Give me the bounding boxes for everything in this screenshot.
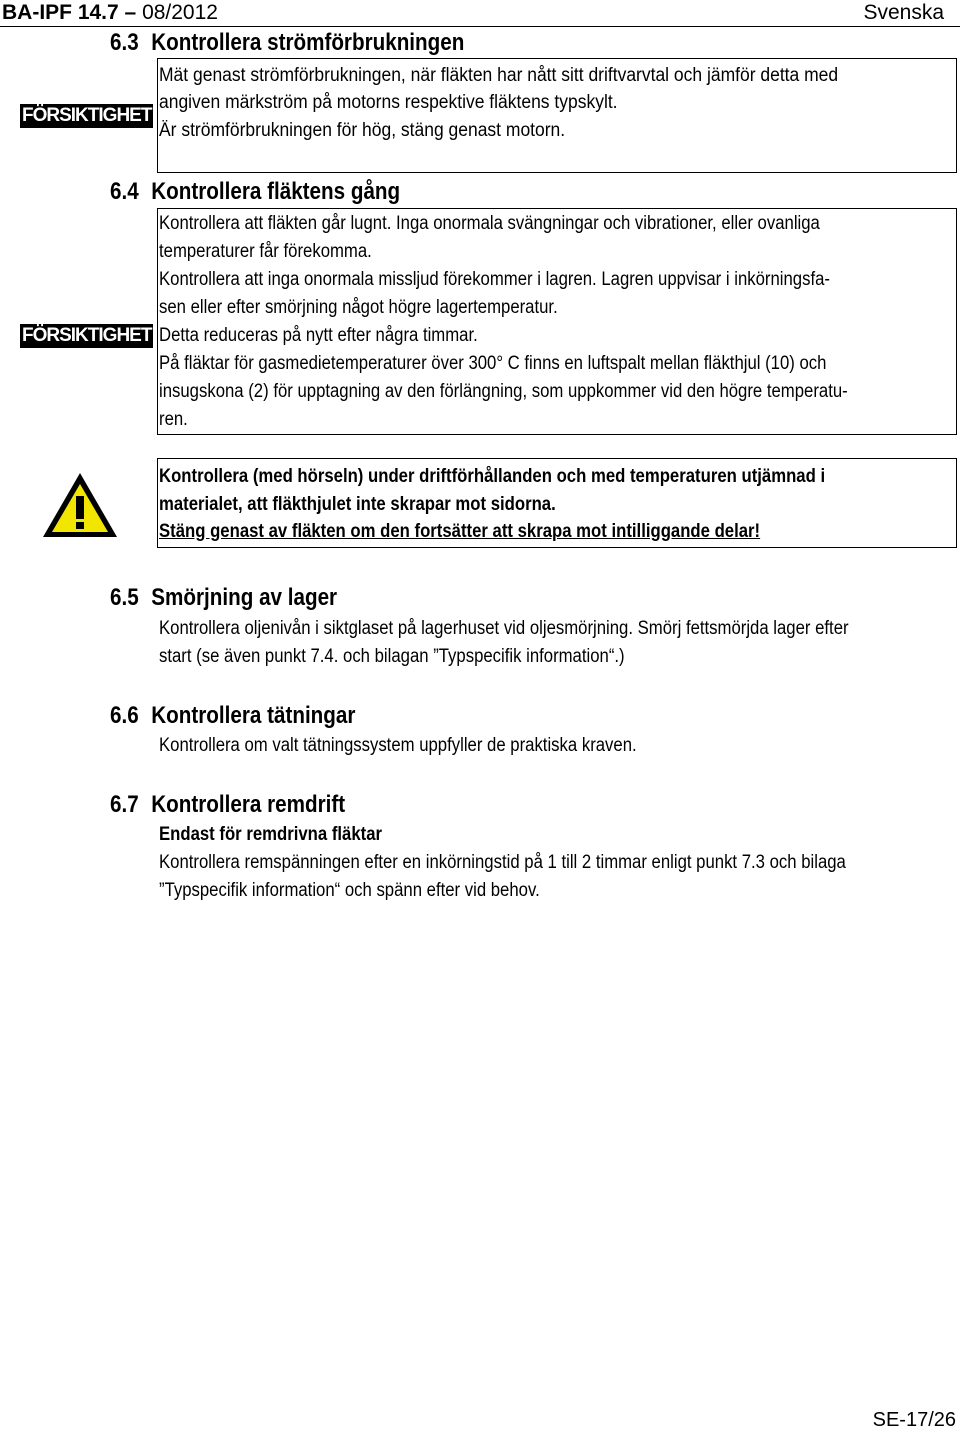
section-number: 6.7 <box>110 791 139 818</box>
text-line: ”Typspecifik information“ och spänn efter vid behov. <box>159 880 540 901</box>
page-number: SE-17/26 <box>872 1409 956 1431</box>
text-line: Kontrollera att fläkten går lugnt. Inga onormala svängningar och vibrationer, eller ovanliga <box>159 213 820 234</box>
section-title: Kontrollera tätningar <box>151 702 356 729</box>
language-label: Svenska <box>863 1 944 24</box>
text-line: angiven märkström på motorns respektive fläktens typskylt. <box>159 92 618 113</box>
text-line: Är strömförbrukningen för hög, stäng genast motorn. <box>159 120 566 141</box>
text-line: Kontrollera om valt tätningssystem uppfyller de praktiska kraven. <box>159 735 637 756</box>
text-line: sen eller efter smörjning något högre lagertemperatur. <box>159 297 558 318</box>
section-6-6-heading <box>110 701 355 731</box>
doc-code: BA-IPF 14.7 <box>2 1 119 24</box>
document-id <box>2 0 218 26</box>
text-line: Mät genast strömförbrukningen, när fläkten har nått sitt driftvarvtal och jämför detta med <box>159 65 839 86</box>
section-subtitle: Endast för remdrivna fläktar <box>159 824 383 845</box>
warning-line: Kontrollera (med hörseln) under driftförhållanden och med temperaturen utjämnad i <box>159 466 826 487</box>
section-6-5-heading <box>110 583 337 613</box>
caution-label: FÖRSIKTIGHET <box>22 325 152 346</box>
text-line: ren. <box>159 409 188 430</box>
caution-label: FÖRSIKTIGHET <box>22 105 152 126</box>
section-number: 6.6 <box>110 702 139 729</box>
text-line: På fläktar för gasmedietemperaturer över 300° C finns en luftspalt mellan fläkthjul (10) och <box>159 353 827 374</box>
section-title: Kontrollera remdrift <box>151 791 346 818</box>
section-6-3-heading <box>110 28 464 58</box>
section-title: Kontrollera strömförbrukningen <box>151 29 465 56</box>
text-line: Detta reduceras på nytt efter några timmar. <box>159 325 478 346</box>
section-title: Smörjning av lager <box>151 584 338 611</box>
doc-date: 08/2012 <box>142 1 218 24</box>
page-header <box>0 0 960 26</box>
warning-triangle-icon <box>40 470 120 540</box>
warning-line: Stäng genast av fläkten om den fortsätter att skrapa mot intilliggande delar! <box>159 521 761 542</box>
section-title: Kontrollera fläktens gång <box>151 178 401 205</box>
section-number: 6.3 <box>110 29 139 56</box>
section-number: 6.4 <box>110 178 139 205</box>
warning-line: materialet, att fläkthjulet inte skrapar mot sidorna. <box>159 494 556 515</box>
text-line: Kontrollera att inga onormala missljud förekommer i lagren. Lagren uppvisar i inkörningsfa- <box>159 269 830 290</box>
text-line: temperaturer får förekomma. <box>159 241 372 262</box>
section-6-4-heading <box>110 177 400 207</box>
text-line: Kontrollera oljenivån i siktglaset på lagerhuset vid oljesmörjning. Smörj fettsmörjda lager efter <box>159 618 849 639</box>
text-line: start (se även punkt 7.4. och bilagan ”Typspecifik information“.) <box>159 646 625 667</box>
header-rule <box>0 26 960 27</box>
section-6-7-heading <box>110 790 345 820</box>
doc-dash: – <box>118 1 143 24</box>
text-line: insugskona (2) för upptagning av den förlängning, som uppkommer vid den högre temperatu- <box>159 381 848 402</box>
section-number: 6.5 <box>110 584 139 611</box>
text-line: Kontrollera remspänningen efter en inkörningstid på 1 till 2 timmar enligt punkt 7.3 och bilaga <box>159 852 846 873</box>
